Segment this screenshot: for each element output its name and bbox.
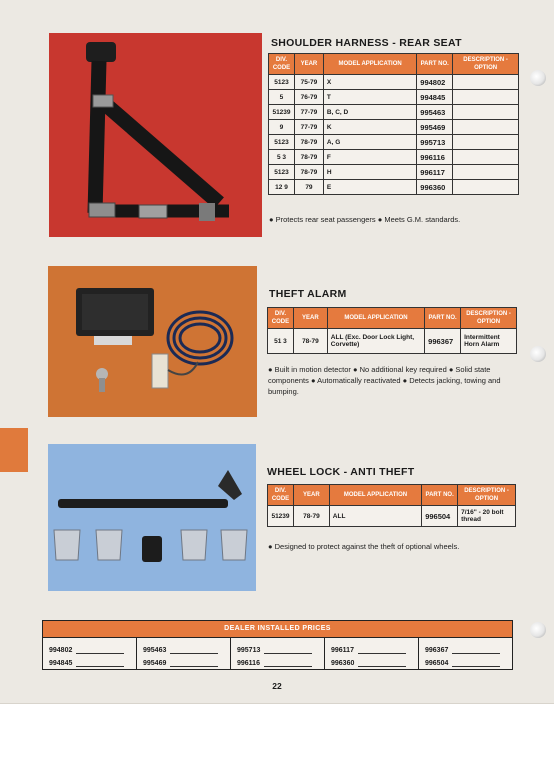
col-part-no: PART NO. <box>425 308 461 329</box>
part-number: 995713 <box>237 647 261 654</box>
col-div-code: DIV. CODE <box>269 54 295 75</box>
cell-part: 995713 <box>417 135 453 150</box>
dealer-price-line <box>143 654 230 667</box>
cell-year: 78-79 <box>294 135 323 150</box>
col-div-code: DIV. CODE <box>268 485 294 506</box>
table-row <box>269 135 519 150</box>
table-row <box>269 165 519 180</box>
cell-desc: Intermittent Horn Alarm <box>461 329 517 354</box>
dealer-price-line <box>237 641 324 654</box>
table-row <box>269 90 519 105</box>
cell-part: 994845 <box>417 90 453 105</box>
dealer-prices-title: DEALER INSTALLED PRICES <box>43 621 512 638</box>
cell-part: 994802 <box>417 75 453 90</box>
cell-part: 996504 <box>422 506 458 527</box>
col-description: DESCRIPTION - OPTION <box>461 308 517 329</box>
col-div-code: DIV. CODE <box>268 308 294 329</box>
col-year: YEAR <box>293 308 327 329</box>
shoulder-harness-photo <box>49 33 262 237</box>
col-part-no: PART NO. <box>422 485 458 506</box>
cell-desc <box>453 165 519 180</box>
dealer-installed-prices <box>42 620 513 670</box>
part-number: 996504 <box>425 660 449 667</box>
cell-div: 5 <box>269 90 295 105</box>
wheel-lock-table <box>267 484 516 527</box>
theft-alarm-table <box>267 307 517 354</box>
price-blank[interactable] <box>76 658 124 667</box>
col-model: MODEL APPLICATION <box>329 485 421 506</box>
table-row <box>269 75 519 90</box>
part-number: 994802 <box>49 647 73 654</box>
cell-div: 51239 <box>269 105 295 120</box>
cell-part: 996116 <box>417 150 453 165</box>
cell-model: F <box>323 150 416 165</box>
cell-year: 78-79 <box>293 329 327 354</box>
dealer-price-line <box>331 641 418 654</box>
dealer-price-column <box>137 638 231 670</box>
cell-year: 78-79 <box>294 165 323 180</box>
part-number: 996360 <box>331 660 355 667</box>
cell-model: X <box>323 75 416 90</box>
price-blank[interactable] <box>76 645 124 654</box>
cell-part: 996367 <box>425 329 461 354</box>
cell-part: 995469 <box>417 120 453 135</box>
cell-div: 5123 <box>269 135 295 150</box>
col-description: DESCRIPTION - OPTION <box>458 485 516 506</box>
cell-div: 9 <box>269 120 295 135</box>
table-row <box>269 150 519 165</box>
cell-desc <box>453 90 519 105</box>
cell-model: H <box>323 165 416 180</box>
cell-desc: 7/16" - 20 bolt thread <box>458 506 516 527</box>
cell-year: 78-79 <box>294 150 323 165</box>
binder-hole <box>530 70 546 86</box>
price-blank[interactable] <box>358 645 406 654</box>
cell-year: 77-79 <box>294 105 323 120</box>
col-model: MODEL APPLICATION <box>327 308 424 329</box>
page-number: 22 <box>272 681 282 691</box>
table-row <box>269 105 519 120</box>
cell-year: 77-79 <box>294 120 323 135</box>
col-part-no: PART NO. <box>417 54 453 75</box>
cell-desc <box>453 105 519 120</box>
cell-desc <box>453 180 519 195</box>
dealer-price-column <box>325 638 419 670</box>
table-row <box>269 180 519 195</box>
cell-part: 996117 <box>417 165 453 180</box>
cell-div: 5123 <box>269 75 295 90</box>
cell-model: A, G <box>323 135 416 150</box>
dealer-price-column <box>419 638 512 670</box>
col-description: DESCRIPTION - OPTION <box>453 54 519 75</box>
cell-model: ALL <box>329 506 421 527</box>
cell-year: 76-79 <box>294 90 323 105</box>
col-model: MODEL APPLICATION <box>323 54 416 75</box>
cell-model: B, C, D <box>323 105 416 120</box>
col-year: YEAR <box>293 485 329 506</box>
dealer-price-line <box>49 654 136 667</box>
dealer-price-line <box>331 654 418 667</box>
price-blank[interactable] <box>264 645 312 654</box>
price-blank[interactable] <box>452 645 500 654</box>
dealer-price-line <box>425 654 512 667</box>
cell-model: K <box>323 120 416 135</box>
part-number: 995463 <box>143 647 167 654</box>
binder-hole <box>530 622 546 638</box>
cell-desc <box>453 150 519 165</box>
dealer-price-line <box>49 641 136 654</box>
price-blank[interactable] <box>170 645 218 654</box>
price-blank[interactable] <box>264 658 312 667</box>
theft-alarm-photo <box>48 266 257 417</box>
part-number: 996116 <box>237 660 260 667</box>
cell-div: 5 3 <box>269 150 295 165</box>
shoulder-harness-title: SHOULDER HARNESS - REAR SEAT <box>271 37 462 49</box>
col-year: YEAR <box>294 54 323 75</box>
table-row <box>269 120 519 135</box>
cell-desc <box>453 135 519 150</box>
cell-year: 78-79 <box>293 506 329 527</box>
part-number: 996367 <box>425 647 449 654</box>
dealer-price-line <box>425 641 512 654</box>
table-row <box>268 506 516 527</box>
cell-div: 5123 <box>269 165 295 180</box>
cell-model: ALL (Exc. Door Lock Light, Corvette) <box>327 329 424 354</box>
cell-model: T <box>323 90 416 105</box>
cell-div: 51239 <box>268 506 294 527</box>
price-blank[interactable] <box>358 658 406 667</box>
table-row <box>268 329 517 354</box>
dealer-price-column <box>231 638 325 670</box>
cell-year: 75-79 <box>294 75 323 90</box>
theft-alarm-title: THEFT ALARM <box>269 288 347 300</box>
cell-div: 51 3 <box>268 329 294 354</box>
price-blank[interactable] <box>452 658 500 667</box>
part-number: 996117 <box>331 647 354 654</box>
dealer-price-line <box>237 654 324 667</box>
binder-hole <box>530 346 546 362</box>
cell-div: 12 9 <box>269 180 295 195</box>
cell-desc <box>453 75 519 90</box>
shoulder-harness-table <box>268 53 519 195</box>
cell-model: E <box>323 180 416 195</box>
part-number: 995469 <box>143 660 167 667</box>
wheel-lock-features: ● Designed to protect against the theft of optional wheels. <box>268 542 460 551</box>
cell-part: 995463 <box>417 105 453 120</box>
shoulder-harness-features: ● Protects rear seat passengers ● Meets G.M. standards. <box>269 215 461 224</box>
wheel-lock-title: WHEEL LOCK - ANTI THEFT <box>267 466 415 478</box>
dealer-price-line <box>143 641 230 654</box>
section-tab-marker <box>0 428 28 472</box>
price-blank[interactable] <box>170 658 218 667</box>
theft-alarm-features: ● Built in motion detector ● No additional key required ● Solid state components ● Automatically reactivated ● Detects jacking, towing and bumping. <box>268 365 501 396</box>
cell-desc <box>453 120 519 135</box>
wheel-lock-photo <box>48 444 256 591</box>
part-number: 994845 <box>49 660 73 667</box>
cell-part: 996360 <box>417 180 453 195</box>
dealer-price-column <box>43 638 137 670</box>
cell-year: 79 <box>294 180 323 195</box>
